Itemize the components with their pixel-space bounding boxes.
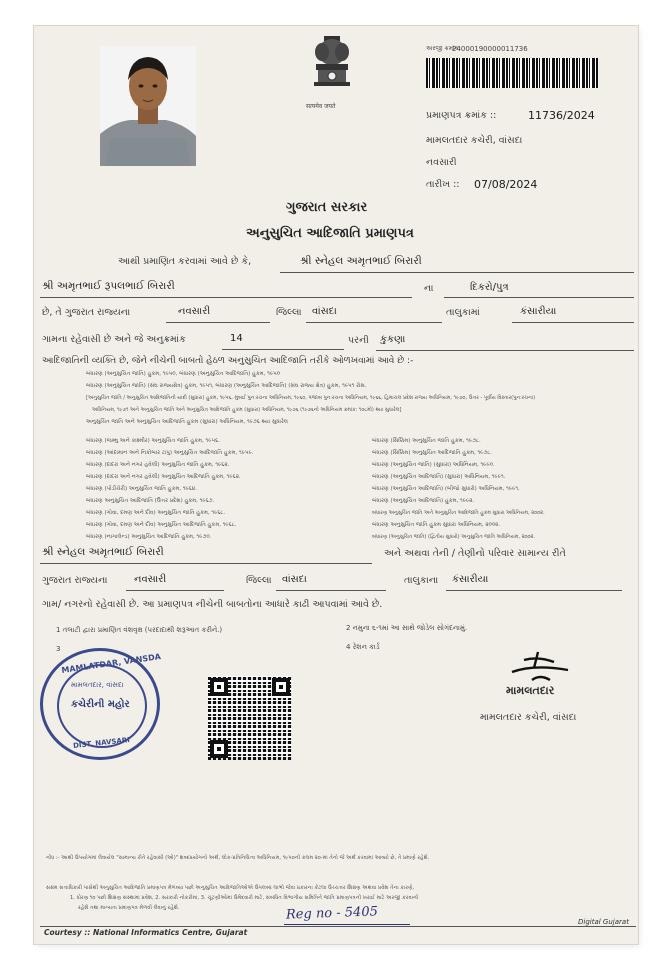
office-seal (40, 648, 160, 760)
district-value-2: નવસારી (134, 574, 167, 585)
taluka-label-2: તાલુકાના (404, 575, 439, 586)
reg-no-label: અરજી ક્રમાંક (426, 45, 459, 52)
underline (280, 272, 634, 273)
seal-top-text: MAMLATDAR, VANSDA (60, 652, 162, 675)
district-label: જિલ્લા (276, 307, 302, 318)
national-emblem-icon (304, 30, 360, 100)
signature-title: મામલતદાર (506, 684, 555, 697)
taluka-label: તાલુકામાં (446, 307, 480, 318)
doc-item-4: 4 રેશન કાર્ડ (346, 643, 380, 651)
order-left-item: બંધારણ (જમ્મુ અને કાશ્મીર) અનુસુચિત જાતિ હુકમ, ૧૯૫૬. (86, 438, 220, 444)
taluka-value: વાંસદા (312, 306, 337, 317)
applicant-name: શ્રી સ્નેહલ અમૃતભાઈ બિરારી (300, 255, 422, 267)
issue-date: 07/08/2024 (474, 178, 538, 191)
barcode (426, 58, 598, 88)
cert-title: અનુસુચિત આદિજાતિ પ્રમાણપત્ર (246, 226, 414, 241)
order-line: બંધારણ (અનુસુચિત જાતિ) (સંઘ રાજ્યક્ષેત્ર) હુકમ, ૧૯૫૧, બંધારણ (અનુસુચિત આદિજાતિ) (સંઘ રાજ્ય ક્ષેત્ર) હુકમ, ૧૯૫૧ રોસ. (86, 383, 367, 389)
tribe-value: કુકણા (380, 334, 406, 345)
village-value: કંસારીયા (520, 306, 557, 317)
relation-label: ના (424, 283, 434, 294)
tribe-label: પરની (348, 335, 369, 346)
father-name: શ્રી અમૃતભાઈ રૂપલભાઈ બિરારી (42, 280, 175, 292)
order-line: અનુસુચિત જાતિ અને અનુસુચિત આદિજાતિ હુકમ (સુધારા) અધિનિયમ, ૧૯૭૬ થ્યા સુધારેલ (86, 419, 288, 425)
underline (512, 322, 634, 323)
underline (166, 322, 270, 323)
family-text: અને અથવા તેની / તેણીનો પરિવાર સામાન્ય રીતે (384, 548, 566, 559)
orders-right-column (372, 435, 545, 543)
qr-code (208, 676, 292, 760)
order-left-item: બંધારણ (ગોવા, દમણ અને દીવ) અનુસુચિત આદિજાતિ હુકમ, ૧૯૬૮. (86, 522, 237, 528)
underline (444, 297, 634, 298)
order-left-item: બંધારણ (દાદરા અને નગર હવેલી) અનુસુચિત આદિજાતિ હુકમ, ૧૯૬૨. (86, 474, 241, 480)
header-district: નવસારી (426, 157, 457, 168)
order-right-item: બંધારણ (અનુસુચિત આદિજાતિ) (સુધારા) અધિનિયમ, ૧૯૯૧. (372, 474, 506, 480)
gov-title: ગુજરાત સરકાર (286, 200, 368, 215)
order-left-item: બંધારણ (આંદામાન અને નિકોબાર ટાપુ) અનુસુચિત આદિજાતિ હુકમ, ૧૯૫૯. (86, 450, 254, 456)
emblem-caption: सत्यमेव जयते (306, 103, 336, 110)
doc-item-2: 2 નમુના ૬-૧માં આ સાથે જોડેલ સોગંદનામું. (346, 624, 468, 632)
order-right-item: બંધારણ (અનુસુચિત આદિજાતિ) (બીજો સુધારો) અધિનિયમ, ૧૯૯૧. (372, 486, 520, 492)
district-value: નવસારી (178, 306, 211, 317)
village-value-2: કંસારીયા (452, 574, 489, 585)
applicant-photo (100, 46, 196, 166)
order-left-item: બંધારણ (ગોવા, દમણ અને દીવ) અનુસુચિત જાતિ હુકમ, ૧૯૬૮. (86, 510, 226, 516)
digital-gujarat-text: Digital Gujarat (578, 918, 629, 926)
signature-office: મામલતદાર કચેરી, વાંસદા (480, 712, 577, 723)
footer-note: નોંધ :- આથી ઉપયોગમાં લેવાયેલ "સામાન્ય રીતે રહેવાસી (ઓ)" શબ્દપ્રયોગનો અર્થ, લોક-પ્રતિનિધિત્વ અધિનિયમ, ૧૯૫૦ની કલમ ૨૦-માં તેનો જે અર્થ કરવામાં આવ્યો છે, તે પ્રમાણે રહેશે. (46, 855, 430, 861)
order-left-item: બંધારણ અનુસુચિત આદિજાતિ (ઉત્તર પ્રદેશ) હુકમ, ૧૯૬૭. (86, 498, 215, 504)
basis-text: ગામ/ નગરનો રહેવાસી છે. આ પ્રમાણપત્ર નીચેની બાબતોના આધારે કાઢી આપવામાં આવે છે. (42, 599, 383, 610)
underline (222, 349, 344, 350)
doc-item-1: 1 તલાટી દ્વારા પ્રમાણિત વંશવૃક્ષ (પરદાદાથી શરૂઆત કરીને.) (56, 626, 223, 634)
order-left-item: બંધારણ (દાદરા અને નગર હવેલી) અનુસુચિત જાતિ હુકમ, ૧૯૬૨. (86, 462, 230, 468)
district-label-2: જિલ્લા (246, 575, 272, 586)
order-right-item: બંધારણ (અનુસુચિત આદિજાતિ) હુકમ, ૧૯૯૨. (372, 498, 475, 504)
footer-line-3: રહેશે તથા માન્યતા પ્રમાણપત્ર મેળવી લેવાનું રહેશે. (78, 905, 180, 911)
handwritten-reg-no: Reg no - 5405 (285, 904, 379, 923)
orders-left-column (86, 435, 254, 543)
taluka-value-2: વાંસદા (282, 574, 307, 585)
reg-no: 24000190000011736 (452, 45, 528, 53)
underline (40, 297, 412, 298)
underline (276, 590, 386, 591)
underline (306, 322, 442, 323)
certify-text: આથી પ્રમાણિત કરવામાં આવે છે કે, (118, 256, 252, 267)
footer-line-1: સક્ષમ સત્તાધિકારી પાસેથી અનુસુચિત આદિજાતિ પ્રમાણપત્ર મેળવ્યા પછી અનુસુચિત આદિજાતિઓએ ઉપલબ્ધ લાભો જેવા પ્રકારના કેટલા ઉચ્ચત્તર શિક્ષણ અથવા પ્રવેશ તેના કારણે, (46, 885, 415, 891)
seal-center-text: કચેરીની મહોર (71, 699, 130, 710)
underline (446, 590, 622, 591)
handwritten-underline (284, 924, 410, 925)
village-resident-text: ગામના રહેવાસી છે અને જે અનુક્રમાંક (42, 334, 186, 345)
date-label: તારીખ :: (426, 179, 460, 190)
order-right-item: બંધારણ (સિક્કિમ) અનુસુચિત આદિજાતિ હુકમ, ૧૯૭૮. (372, 450, 493, 456)
seal-mid-text: મામલતદાર, વાંસદા (71, 681, 124, 689)
doc-item-3: 3 (56, 645, 61, 653)
cert-no-label: પ્રમાણપત્ર ક્રમાંક :: (426, 110, 497, 121)
footer-line-2: 1. ધોરણ ૧૦ પછી શિક્ષણ સંસ્થામાં પ્રવેશ, 2. સરકારી નોકરીમાં, 3. ચૂંટણીઓમાં ઉમેદવારી માટે, સંબંધિત વિભાગીય સમિતિને જાતિ પ્રમાણપત્રની ખરાઈ માટે અરજી કરવાની (70, 895, 419, 901)
order-line: [અનુસુચિત જાતિ / અનુસુચિત આદિજાતિની યાદી (સુધારા) હુકમ, ૧૯૫૬, મુંબઈ પુનઃરચના અધિનિયમ, ૧૯૬૦, પંજાબ પુનઃરચના અધિનિયમ, ૧૯૬૬, હિમાચલ પ્રદેશ રાજ્ય અધિનિયમ, ૧૯૭૦, ઉત્તર - પૂર્વીય વિસ્તાર(પુનઃરચના) (86, 395, 536, 401)
underline (126, 590, 224, 591)
recognized-text: આદિજાતિની વ્યક્તિ છે, જેને નીચેની બાબતો હેઠળ અનુસુચિત આદિજાતિ તરીકે ઓળખવામાં આવે છે :- (42, 356, 414, 366)
signature-mark-icon (504, 650, 574, 686)
order-right-item: બંધારણ (અનુસુચિત જાતિ) (સુધારા) અધિનિયમ, ૧૯૯૦. (372, 462, 495, 468)
state-text: છે, તે ગુજરાત રાજ્યના (42, 307, 131, 318)
order-line: બંધારણ (અનુસુચિત જાતિ) હુકમ, ૧૯૫૦, બંધારણ (અનુસુચિત આદિજાતિ) હુકમ, ૧૯૫૦ (86, 371, 281, 377)
underline (40, 563, 372, 564)
order-left-item: બંધારણ (પોંડીચેરી) અનુસુચિત જાતિ હુકમ, ૧૯૬૪. (86, 486, 198, 492)
courtesy-text: Courtesy :: National Informatics Centre, Gujarat (44, 928, 248, 937)
order-right-item: બંધારણ (અનુસુચિત જાતિ) (દ્વિતીય સુધારો) અનુસુચિત જાતિ અધિનિયમ, ૨૦૦૨. (372, 534, 536, 540)
order-right-item: બંધારણ અનુસુચિત જાતિ હુકમ સુધારા અધિનિયમ, ૨૦૦૨. (372, 522, 501, 528)
order-line: અધિનિયમ, ૧૯૭૧ અને અનુસુચિત જાતિ અને અનુસુચિત આદિજાતિ હુકમ (સુધારા) અધિનિયમ, ૧૯૭૬ (૧૯૭૬નો અધિનિયમ ક્રમાંક: ૧૦૮મો) થ્યા સુધારેલ] (92, 407, 402, 413)
cert-no: 11736/2024 (528, 109, 595, 122)
order-left-item: બંધારણ (નાગાલેન્ડ) અનુસુચિત આદિજાતિ હુકમ, ૧૯૭૦. (86, 534, 212, 540)
state-text-2: ગુજરાત રાજ્યના (42, 575, 108, 586)
relation-value: દિકરો/પુત્ર (470, 282, 509, 293)
applicant-name-2: શ્રી સ્નેહલ અમૃતભાઈ બિરારી (42, 546, 164, 558)
header-office: મામલતદાર કચેરી, વાંસદા (426, 135, 523, 146)
underline (376, 350, 634, 351)
order-right-item: બંધારણ અનુસુચિત જાતિ અને અનુસુચિત આદિજાતિ હુકમ સુધારા અધિનિયમ, ૨૦૦૨. (372, 510, 545, 516)
serial-value: 14 (230, 333, 243, 344)
footer-rule (40, 926, 636, 927)
order-right-item: બંધારણ (સિક્કિમ) અનુસુચિત જાતિ હુકમ, ૧૯૭૮. (372, 438, 481, 444)
seal-bottom-text: DIST. NAVSARI (72, 736, 131, 750)
